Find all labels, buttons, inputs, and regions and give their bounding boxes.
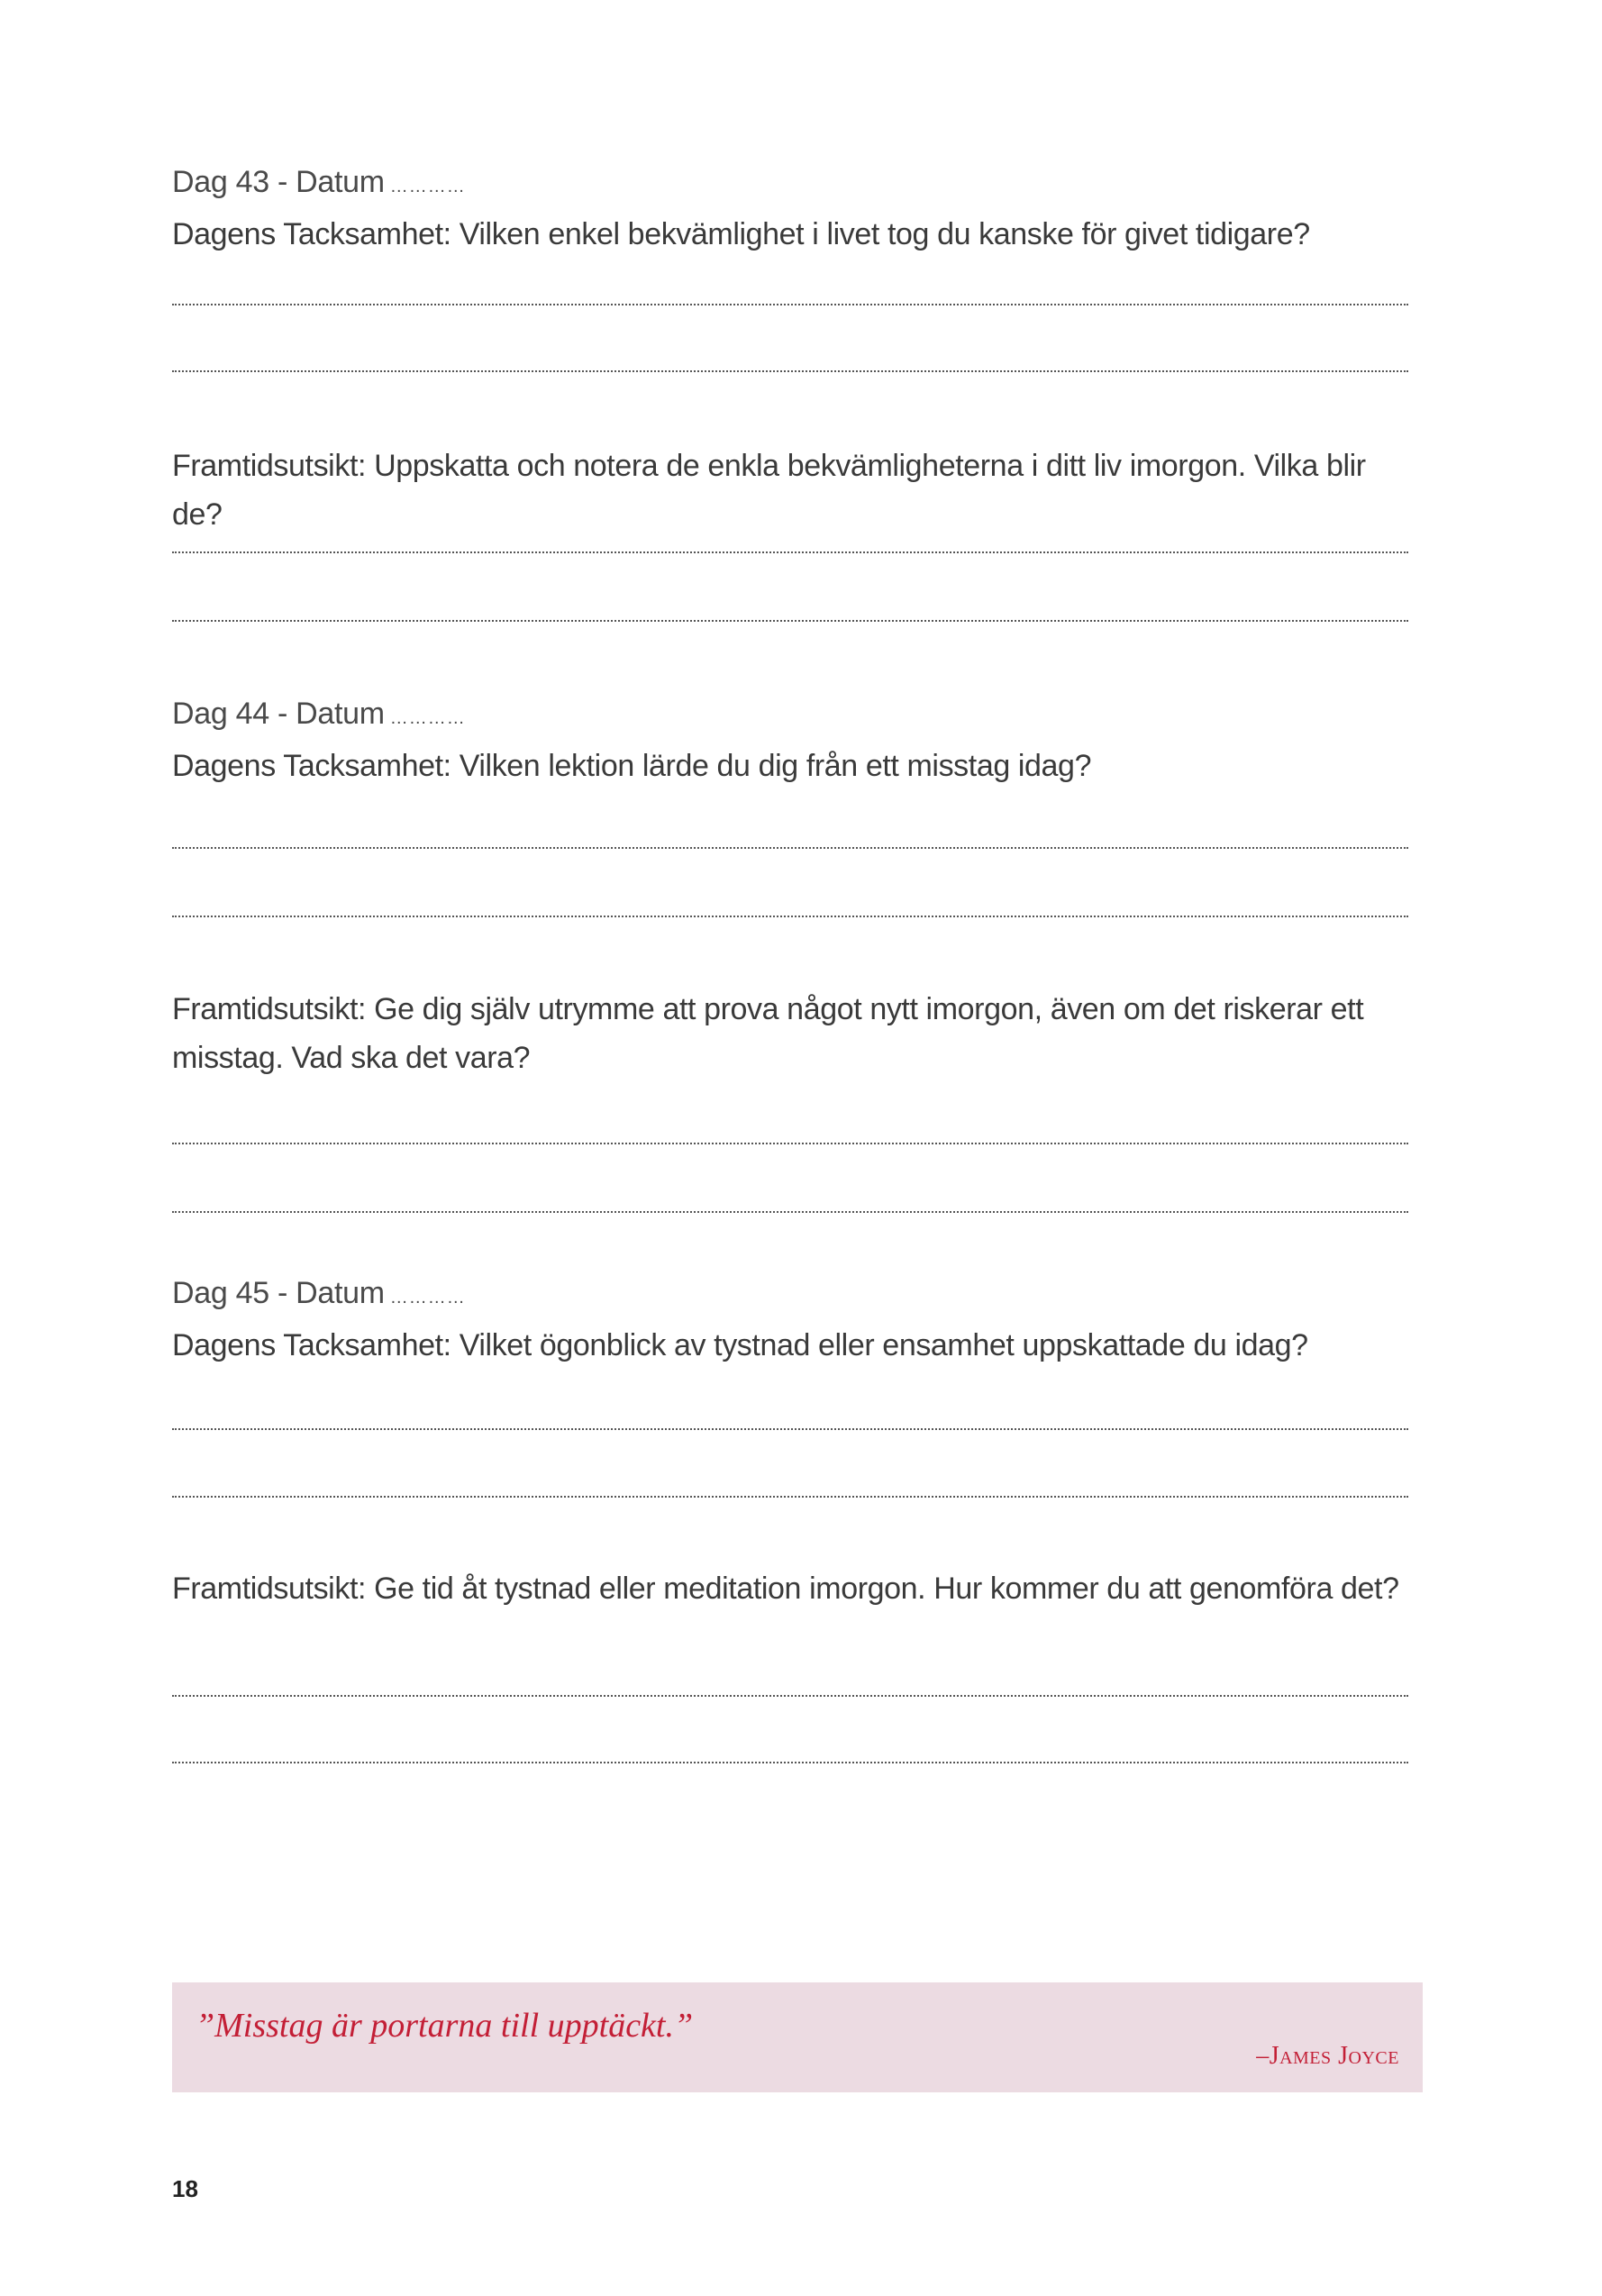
gratitude-prompt: Dagens Tacksamhet: Vilken lektion lärde du dig från ett misstag idag? xyxy=(172,749,1092,783)
entry-day-44-future xyxy=(172,985,1420,1082)
answer-line[interactable] xyxy=(172,551,1408,553)
answer-line[interactable] xyxy=(172,916,1408,917)
entry-day-43-future xyxy=(172,442,1420,539)
entry-title: Dag 45 - Datum xyxy=(172,1276,385,1310)
date-placeholder: ………… xyxy=(389,177,466,196)
entry-title: Dag 43 - Datum xyxy=(172,165,385,199)
future-prompt: Framtidsutsikt: Ge tid åt tystnad eller meditation imorgon. Hur kommer du att genomföra det? xyxy=(172,1572,1399,1606)
answer-line[interactable] xyxy=(172,1428,1408,1430)
answer-line[interactable] xyxy=(172,1143,1408,1144)
gratitude-prompt: Dagens Tacksamhet: Vilken enkel bekvämlighet i livet tog du kanske för givet tidigare? xyxy=(172,217,1310,251)
entry-day-45 xyxy=(172,1273,1420,1370)
quote-text: ”Misstag är portarna till upptäckt.” xyxy=(196,2007,694,2045)
entry-day-45-future xyxy=(172,1564,1420,1613)
answer-line[interactable] xyxy=(172,1211,1408,1213)
entry-header xyxy=(172,694,1420,738)
future-prompt: Framtidsutsikt: Ge dig själv utrymme att prova något nytt imorgon, även om det riskerar ett misstag. Vad ska det vara? xyxy=(172,992,1364,1075)
gratitude-prompt: Dagens Tacksamhet: Vilket ögonblick av tystnad eller ensamhet uppskattade du idag? xyxy=(172,1328,1308,1362)
answer-line[interactable] xyxy=(172,620,1408,622)
page-number: 18 xyxy=(172,2175,198,2202)
answer-line[interactable] xyxy=(172,1762,1408,1763)
answer-line[interactable] xyxy=(172,370,1408,372)
entry-day-43 xyxy=(172,162,1420,259)
date-placeholder: ………… xyxy=(389,708,466,728)
entry-title: Dag 44 - Datum xyxy=(172,697,385,731)
entry-day-44 xyxy=(172,694,1420,790)
future-prompt: Framtidsutsikt: Uppskatta och notera de enkla bekvämligheterna i ditt liv imorgon. Vilka blir de? xyxy=(172,449,1366,532)
entry-header xyxy=(172,1273,1420,1317)
entry-header xyxy=(172,162,1420,206)
answer-line[interactable] xyxy=(172,1695,1408,1697)
quote-author: –James Joyce xyxy=(1256,2042,1399,2070)
date-placeholder: ………… xyxy=(389,1288,466,1307)
answer-line[interactable] xyxy=(172,304,1408,305)
quote-box xyxy=(172,1982,1423,2092)
answer-line[interactable] xyxy=(172,1496,1408,1498)
answer-line[interactable] xyxy=(172,847,1408,849)
